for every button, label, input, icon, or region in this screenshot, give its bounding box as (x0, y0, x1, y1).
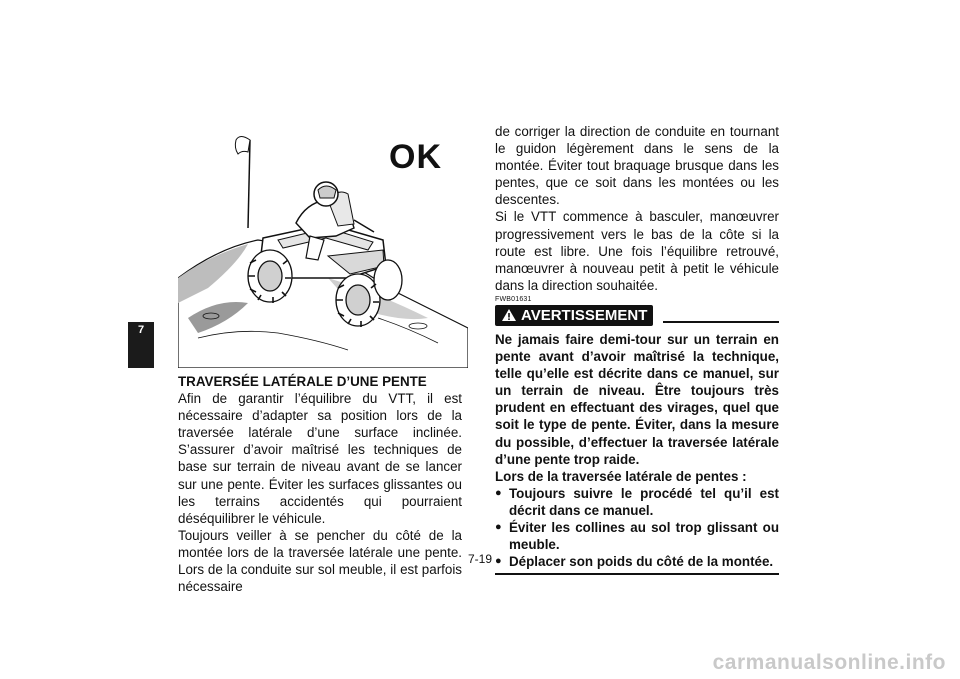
list-item: ● Toujours suivre le procédé tel qu’il est décrit dans ce manuel. (495, 485, 779, 518)
watermark: carmanualsonline.info (712, 651, 946, 674)
bullet-icon: ● (495, 555, 502, 568)
list-item: ● Déplacer son poids du côté de la montée. (495, 554, 774, 570)
warning-rule (663, 321, 779, 323)
warning-code: FWB01631 (495, 295, 532, 303)
warning-triangle-icon (501, 308, 517, 322)
ok-label: OK (389, 138, 442, 176)
bullet-icon: ● (495, 486, 502, 499)
warning-bottom-rule (495, 573, 779, 575)
warning-label: AVERTISSEMENT (521, 306, 648, 324)
page-number: 7-19 (467, 552, 493, 566)
paragraph: Toujours veiller à se pencher du côté de la montée lors de la traversée latérale une pente. Lors de la conduite sur sol meuble, il est parfois nécessaire (178, 527, 462, 595)
bullet-icon: ● (495, 520, 502, 533)
paragraph: de corriger la direction de conduite en tournant le guidon légèrement dans le sens de la montée. Éviter tout braquage brusque dans les pentes, que ce soit dans les montées ou les descentes. (495, 124, 779, 208)
right-column (495, 123, 779, 575)
paragraph: Si le VTT commence à basculer, manœuvrer progressivement vers le bas de la côte si la route est libre. Une fois l’équilibre retrouvé, manœuvrer à nouveau petit à petit le véhicule dans la direction souhaitée. (495, 209, 779, 293)
warning-header (495, 305, 779, 326)
warning-badge (495, 305, 653, 326)
paragraph: Afin de garantir l’équilibre du VTT, il est nécessaire d’adapter sa position lors de la traversée latérale d’une surface inclinée. S’assurer d’avoir maîtrisé les techniques de base sur terrain de niveau avant de se lancer sur une pente. Éviter les surfaces glissantes ou les terrains accidentés qui pourraient déséquilibrer le véhicule. (178, 391, 462, 526)
list-intro: Lors de la traversée latérale de pentes : (495, 468, 747, 484)
list-item: ● Éviter les collines au sol trop glissant ou meuble. (495, 519, 779, 553)
section-heading: TRAVERSÉE LATÉRALE D’UNE PENTE (178, 374, 427, 389)
chapter-number: 7 (137, 324, 145, 336)
chapter-tab (128, 322, 154, 368)
warning-text: Ne jamais faire demi-tour sur un terrain en pente avant d’avoir maîtrisé la technique, telle qu’elle est décrite dans ce manuel, sur un terrain de niveau. Être toujours très prudent en effectuant des virages, quel que soit le type de pente. Éviter, dans la mesure du possible, d’effectuer la traversée latérale d’une pente trop raide. (495, 331, 779, 467)
